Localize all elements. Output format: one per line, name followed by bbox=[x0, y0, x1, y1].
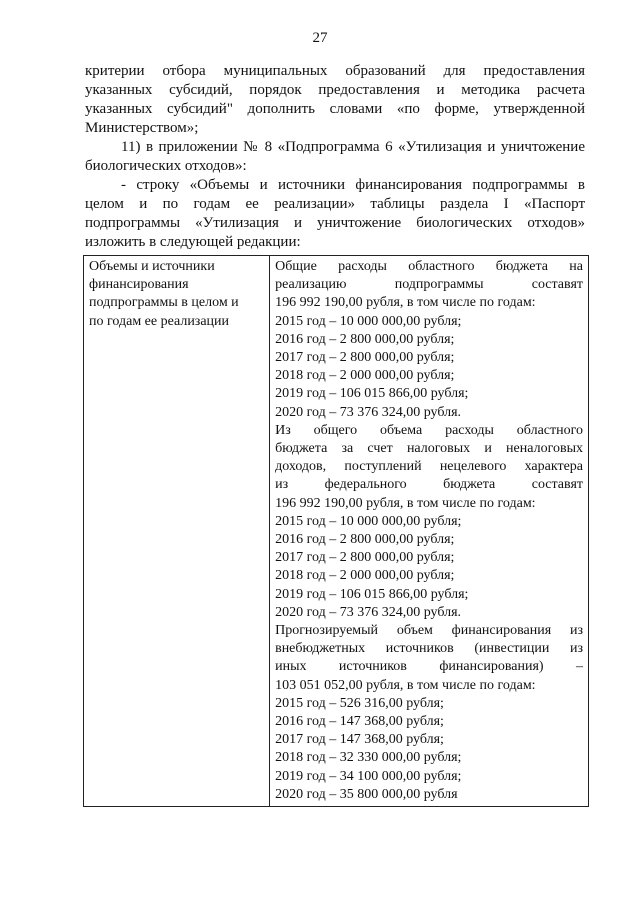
cell-line: 2015 год – 526 316,00 рубля; bbox=[275, 695, 444, 711]
page-number: 27 bbox=[312, 30, 328, 46]
cell-line: 2018 год – 2 000 000,00 рубля; bbox=[275, 368, 455, 384]
cell-line: 2019 год – 106 015 866,00 рубля; bbox=[275, 386, 469, 402]
cell-line: доходов, поступлений нецелевого характера bbox=[275, 459, 583, 475]
cell-line: 196 992 190,00 рубля, в том числе по годам: bbox=[275, 495, 536, 511]
cell-line: 2018 год – 32 330 000,00 рубля; bbox=[275, 750, 462, 766]
table-cell-label bbox=[84, 256, 270, 807]
text-line: 11) в приложении № 8 «Подпрограмма 6 «Утилизация и уничтожение bbox=[121, 139, 585, 155]
cell-line: 2015 год – 10 000 000,00 рубля; bbox=[275, 313, 462, 329]
cell-line: иных источников финансирования) – bbox=[275, 659, 583, 675]
text-line: критерии отбора муниципальных образований для предоставления bbox=[85, 63, 585, 79]
cell-line: 196 992 190,00 рубля, в том числе по годам: bbox=[275, 295, 536, 311]
text-line: указанных субсидий" дополнить словами «по форме, утвержденной bbox=[85, 101, 585, 117]
paragraph-criteria bbox=[85, 62, 585, 138]
cell-line: 2015 год – 10 000 000,00 рубля; bbox=[275, 513, 462, 529]
cell-line: внебюджетных источников (инвестиции из bbox=[275, 641, 583, 657]
table-row bbox=[84, 256, 589, 807]
cell-line: 2017 год – 147 368,00 рубля; bbox=[275, 732, 444, 748]
cell-line: 2019 год – 34 100 000,00 рубля; bbox=[275, 768, 462, 784]
cell-line: подпрограммы в целом и bbox=[89, 295, 239, 311]
cell-line: 2017 год – 2 800 000,00 рубля; bbox=[275, 550, 455, 566]
cell-line: 2016 год – 2 800 000,00 рубля; bbox=[275, 331, 455, 347]
cell-line: 2019 год – 106 015 866,00 рубля; bbox=[275, 586, 469, 602]
cell-line: финансирования bbox=[89, 277, 189, 293]
funding-table bbox=[83, 255, 589, 807]
paragraph-appendix-8 bbox=[85, 138, 585, 176]
cell-line: реализацию подпрограммы составят bbox=[275, 277, 583, 293]
cell-line: 2020 год – 73 376 324,00 рубля. bbox=[275, 404, 462, 420]
text-line: - строку «Объемы и источники финансирования подпрограммы в bbox=[121, 177, 585, 193]
cell-line: 2018 год – 2 000 000,00 рубля; bbox=[275, 568, 455, 584]
cell-line: из федерального бюджета составят bbox=[275, 477, 583, 493]
text-line: указанных субсидий, порядок предоставления и методика расчета bbox=[85, 82, 585, 98]
cell-line: Прогнозируемый объем финансирования из bbox=[275, 623, 583, 639]
cell-line: 2020 год – 73 376 324,00 рубля. bbox=[275, 604, 462, 620]
cell-line: бюджета за счет налоговых и неналоговых bbox=[275, 441, 583, 457]
table-cell-value bbox=[270, 256, 589, 807]
cell-line: 2020 год – 35 800 000,00 рубля bbox=[275, 786, 458, 802]
cell-line: 103 051 052,00 рубля, в том числе по годам: bbox=[275, 677, 536, 693]
cell-line: по годам ее реализации bbox=[89, 313, 230, 329]
cell-line: Объемы и источники bbox=[89, 259, 215, 274]
cell-line: 2017 год – 2 800 000,00 рубля; bbox=[275, 350, 455, 366]
paragraph-row-change bbox=[85, 176, 585, 252]
cell-line: Общие расходы областного бюджета на bbox=[275, 259, 583, 274]
text-line: целом и по годам ее реализации» таблицы раздела I «Паспорт bbox=[85, 196, 585, 212]
cell-line: 2016 год – 2 800 000,00 рубля; bbox=[275, 532, 455, 548]
text-line: изложить в следующей редакции: bbox=[85, 234, 301, 250]
text-line: Министерством»; bbox=[85, 120, 199, 136]
text-line: подпрограммы «Утилизация и уничтожение биологических отходов» bbox=[85, 215, 585, 231]
text-line: биологических отходов»: bbox=[85, 158, 247, 174]
cell-line: Из общего объема расходы областного bbox=[275, 422, 583, 438]
cell-line: 2016 год – 147 368,00 рубля; bbox=[275, 714, 444, 730]
